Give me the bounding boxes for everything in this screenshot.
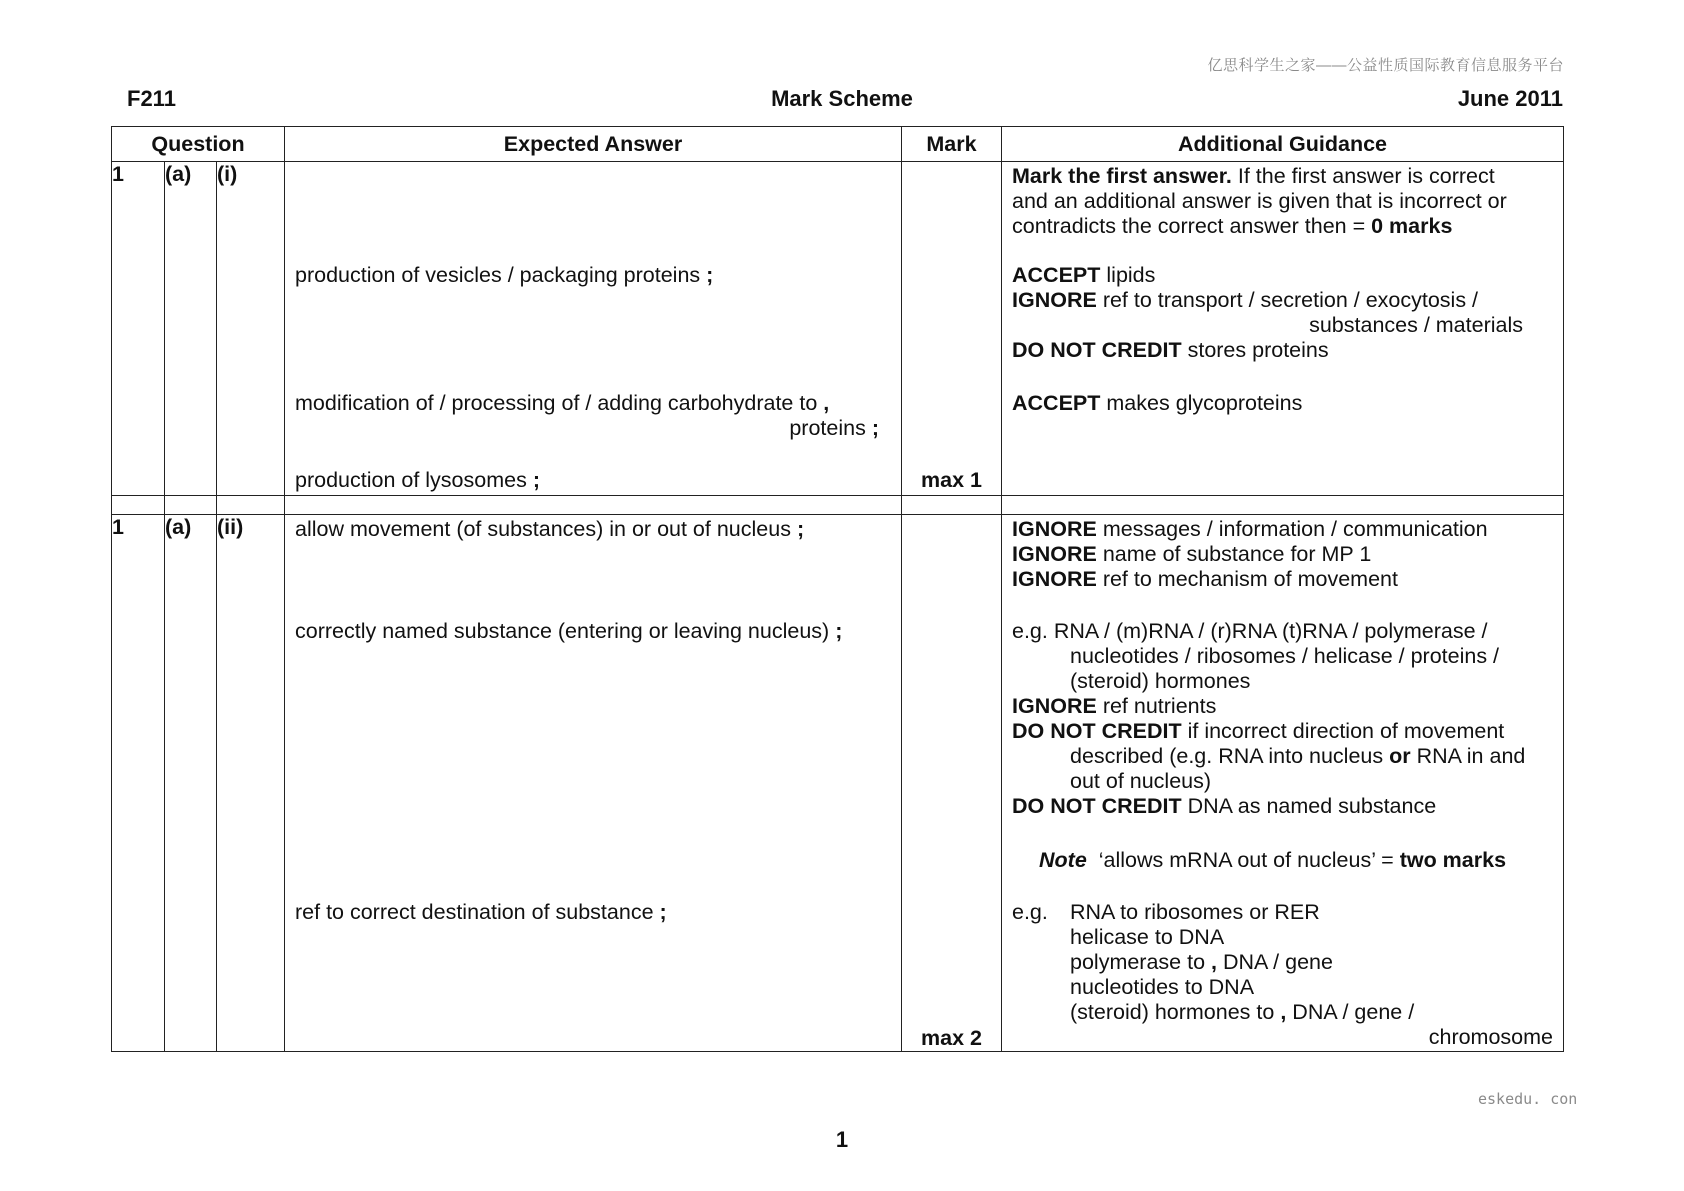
question-part: (a): [165, 162, 217, 496]
watermark-bottom: eskedu. con: [1478, 1090, 1578, 1108]
question-number: 1: [112, 162, 165, 496]
watermark-top: 亿思科学生之家——公益性质国际教育信息服务平台: [1207, 57, 1564, 74]
mark-cell: [902, 515, 1002, 1052]
mark-max-1: max 1: [921, 468, 982, 492]
table-spacer-row: [112, 496, 1564, 515]
header-additional-guidance: Additional Guidance: [1002, 127, 1564, 162]
guidance-first-answer: Mark the first answer. If the first answer is correct and an additional answer is given that is incorrect or contradicts the correct answer then = 0 marks: [1012, 164, 1507, 238]
answer-destination: ref to correct destination of substance ;: [295, 900, 667, 924]
mark-scheme-table: [111, 126, 1564, 1052]
answer-vesicles: production of vesicles / packaging proteins ;: [295, 263, 714, 287]
answer-lysosomes: production of lysosomes ;: [295, 468, 540, 492]
answer-movement: allow movement (of substances) in or out of nucleus ;: [295, 517, 805, 541]
page-number: 1: [835, 1127, 849, 1152]
table-row-1aii: [112, 515, 1564, 1052]
answer-modification: modification of / processing of / adding carbohydrate to ,: [295, 391, 830, 415]
guidance-cell: [1002, 162, 1564, 496]
header-question: Question: [112, 127, 285, 162]
mark-max-2: max 2: [921, 1026, 982, 1050]
guidance-destination-examples: e.g. RNA to ribosomes or RER helicase to DNA polymerase to , DNA / gene nucleotides to DNA (steroid) hormones to , DNA / gene / chromosome: [1012, 900, 1553, 1049]
document-title: Mark Scheme: [771, 86, 913, 111]
answer-named-substance: correctly named substance (entering or leaving nucleus) ;: [295, 619, 843, 643]
question-number: 1: [112, 515, 165, 1052]
guidance-cell: [1002, 515, 1564, 1052]
answer-modification-cont: proteins ;: [789, 416, 879, 440]
header-mark: Mark: [902, 127, 1002, 162]
header-expected-answer: Expected Answer: [285, 127, 902, 162]
guidance-note: Note ‘allows mRNA out of nucleus’ = two marks: [1039, 848, 1507, 872]
mark-cell: [902, 162, 1002, 496]
question-part: (a): [165, 515, 217, 1052]
question-subpart: (i): [217, 162, 285, 496]
paper-code: F211: [127, 86, 176, 111]
table-header-row: [112, 127, 1564, 162]
expected-answer-cell: [285, 515, 902, 1052]
question-subpart: (ii): [217, 515, 285, 1052]
guidance-substance-examples: e.g. RNA / (m)RNA / (r)RNA (t)RNA / polymerase / nucleotides / ribosomes / helicase / proteins / (steroid) hormones IGNORE ref nutrients DO NOT CREDIT if incorrect direction of movement described (e.g. RNA into nucleus or RNA in and out of nucleus) DO NOT CREDIT DNA as named substance: [1012, 619, 1526, 818]
guidance-accept-glycoproteins: ACCEPT makes glycoproteins: [1012, 391, 1303, 415]
expected-answer-cell: [285, 162, 902, 496]
guidance-ignore-list: IGNORE messages / information / communication IGNORE name of substance for MP 1 IGNORE ref to mechanism of movement: [1012, 517, 1488, 591]
exam-date: June 2011: [1457, 86, 1563, 111]
table-row-1ai: [112, 162, 1564, 496]
guidance-accept-ignore: ACCEPT lipids IGNORE ref to transport / secretion / exocytosis / substances / materials DO NOT CREDIT stores proteins: [1012, 263, 1523, 362]
